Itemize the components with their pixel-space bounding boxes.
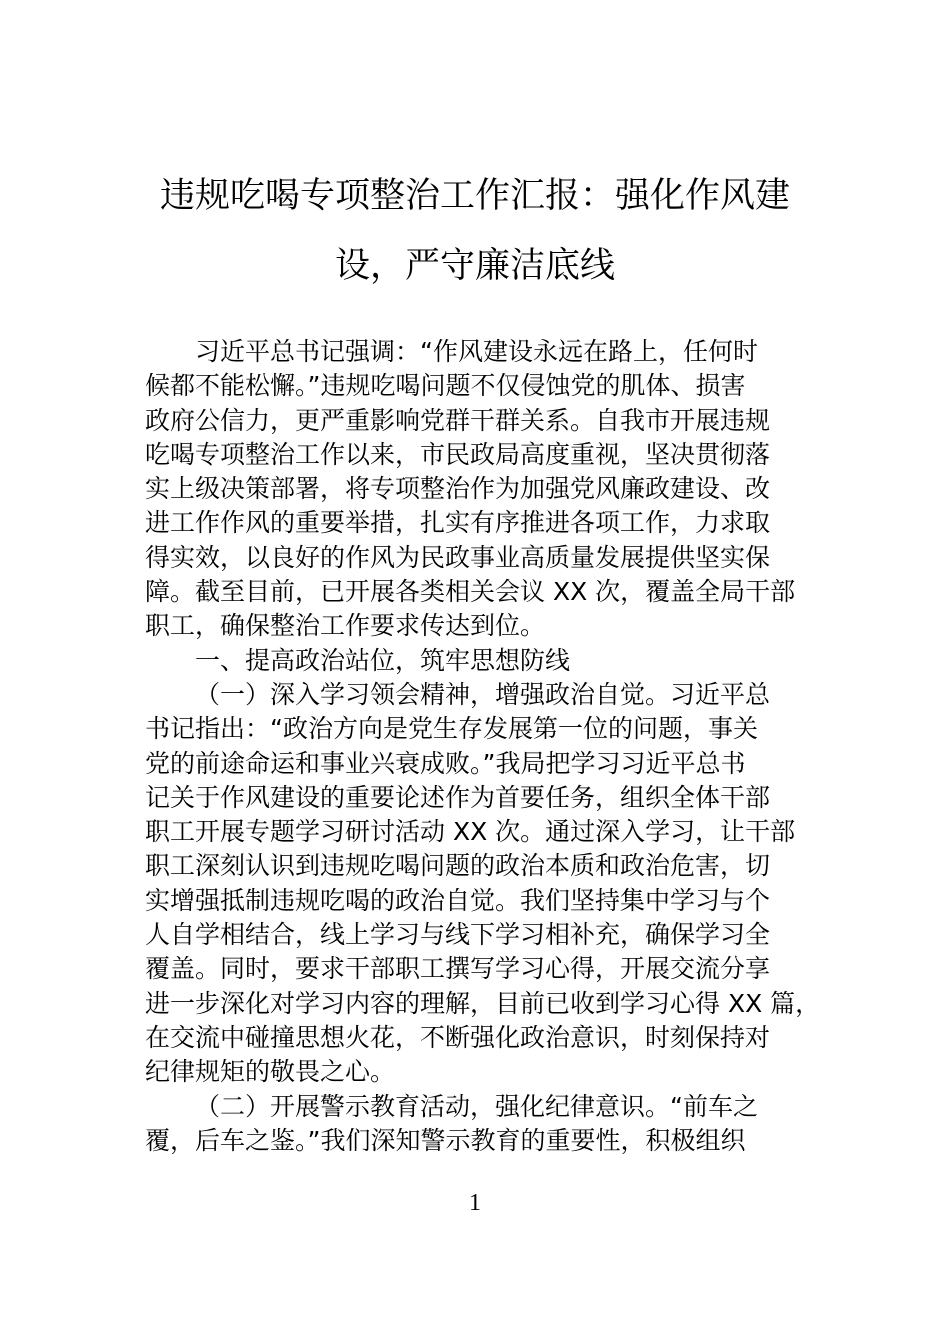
body-line-8: 障。截至目前，已开展各类相关会议 XX 次，覆盖全局干部 [145, 577, 796, 607]
body-line-18: 人自学相结合，线上学习与线下学习相补充，确保学习全 [145, 920, 771, 950]
body-line-13: 党的前途命运和事业兴衰成败。”我局把学习习近平总书 [145, 748, 746, 778]
body-line-3: 政府公信力，更严重影响党群干群关系。自我市开展违规 [145, 405, 771, 435]
body-line-6: 进工作作风的重要举措，扎实有序推进各项工作，力求取 [145, 508, 771, 538]
document-title-line-2: 设，严守廉洁底线 [334, 246, 615, 286]
body-line-16: 职工深刻认识到违规吃喝问题的政治本质和政治危害，切 [145, 851, 771, 881]
body-line-19: 覆盖。同时，要求干部职工撰写学习心得，开展交流分享 [145, 954, 771, 984]
body-line-21: 在交流中碰撞思想火花，不断强化政治意识，时刻保持对 [145, 1022, 771, 1052]
body-line-5: 实上级决策部署，将专项整治作为加强党风廉政建设、改 [145, 474, 771, 504]
body-line-9: 职工，确保整治工作要求传达到位。 [145, 611, 546, 641]
body-line-11: （一）深入学习领会精神，增强政治自觉。习近平总 [195, 679, 771, 709]
document-body [145, 335, 835, 1158]
body-line-1: 习近平总书记强调：“作风建设永远在路上，任何时 [195, 337, 758, 366]
body-line-12: 书记指出：“政治方向是党生存发展第一位的问题，事关 [145, 714, 758, 744]
body-line-17: 实增强抵制违规吃喝的政治自觉。我们坚持集中学习与个 [145, 885, 771, 915]
body-line-14: 记关于作风建设的重要论述作为首要任务，组织全体干部 [145, 782, 771, 812]
body-line-7: 得实效，以良好的作风为民政事业高质量发展提供坚实保 [145, 542, 771, 572]
section-heading-1: 一、提高政治站位，筑牢思想防线 [195, 645, 571, 675]
body-line-2: 候都不能松懈。”违规吃喝问题不仅侵蚀党的肌体、损害 [145, 371, 746, 401]
document-title-line-1: 违规吃喝专项整治工作汇报：强化作风建 [159, 176, 790, 216]
body-line-15: 职工开展专题学习研讨活动 XX 次。通过深入学习，让干部 [145, 817, 796, 847]
body-line-4: 吃喝专项整治工作以来，市民政局高度重视，坚决贯彻落 [145, 439, 771, 469]
body-line-23: （二）开展警示教育活动，强化纪律意识。“前车之 [195, 1091, 758, 1121]
body-line-20: 进一步深化对学习内容的理解，目前已收到学习心得 XX 篇， [145, 988, 821, 1018]
page-number: 1 [469, 1190, 481, 1216]
body-line-24: 覆，后车之鉴。”我们深知警示教育的重要性，积极组织 [145, 1125, 746, 1155]
body-line-22: 纪律规矩的敬畏之心。 [145, 1057, 396, 1087]
